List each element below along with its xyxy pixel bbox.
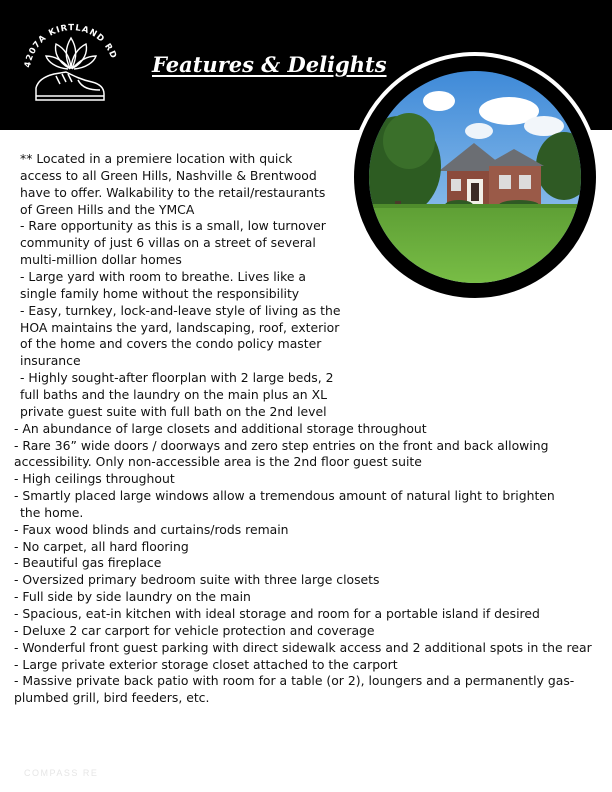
feature-line: community of just 6 villas on a street of several	[20, 235, 316, 251]
feature-line: plumbed grill, bird feeders, etc.	[14, 690, 210, 706]
feature-line: - Rare 36” wide doors / doorways and zero step entries on the front and back allowing	[14, 437, 549, 453]
feature-line: - Oversized primary bedroom suite with three large closets	[14, 572, 380, 588]
feature-line: the home.	[20, 504, 84, 520]
feature-line: accessibility. Only non-accessible area is the 2nd floor guest suite	[14, 454, 422, 470]
page-title: Features & Delights	[152, 52, 387, 77]
feature-line: of the home and covers the condo policy master	[20, 336, 322, 352]
feature-line: of Green Hills and the YMCA	[20, 201, 195, 217]
feature-line: - Faux wood blinds and curtains/rods remain	[14, 521, 289, 537]
feature-line: - No carpet, all hard flooring	[14, 538, 189, 554]
feature-line: - Large private exterior storage closet attached to the carport	[14, 656, 398, 672]
feature-line: - Large yard with room to breathe. Lives like a	[20, 269, 306, 284]
feature-line: - Spacious, eat-in kitchen with ideal storage and room for a portable island if desired	[14, 606, 540, 621]
feature-line: ** Located in a premiere location with quick	[20, 151, 293, 166]
logo-arc-text: 4207A KIRTLAND RD	[22, 23, 119, 69]
feature-line: - Easy, turnkey, lock-and-leave style of living as the	[20, 302, 341, 318]
feature-line: - Massive private back patio with room for a table (or 2), loungers and a permanently gas-	[14, 673, 575, 689]
feature-line: single family home without the responsibility	[20, 285, 300, 301]
feature-line: - Beautiful gas fireplace	[14, 555, 162, 571]
feature-line: - An abundance of large closets and additional storage throughout	[14, 420, 427, 436]
feature-line: private guest suite with full bath on the 2nd level	[20, 403, 327, 419]
feature-line: HOA maintains the yard, landscaping, roof, exterior	[20, 319, 340, 335]
feature-line: full baths and the laundry on the main plus an XL	[20, 386, 327, 402]
feature-line: - Smartly placed large windows allow a tremendous amount of natural light to brighten	[14, 488, 555, 503]
feature-line: - High ceilings throughout	[14, 471, 175, 487]
feature-line: insurance	[20, 353, 81, 369]
feature-line: have to offer. Walkability to the retail/restaurants	[20, 184, 326, 200]
feature-line: - Full side by side laundry on the main	[14, 589, 251, 605]
feature-line: - Highly sought-after floorplan with 2 large beds, 2	[20, 370, 334, 386]
feature-line: multi-million dollar homes	[20, 252, 182, 268]
feature-line: - Wonderful front guest parking with direct sidewalk access and 2 additional spots in the rear	[14, 639, 592, 655]
feature-line: - Deluxe 2 car carport for vehicle protection and coverage	[14, 622, 375, 638]
watermark: COMPASS RE	[24, 768, 99, 778]
feature-line: - Rare opportunity as this is a small, low turnover	[20, 218, 326, 234]
feature-line: access to all Green Hills, Nashville & Brentwood	[20, 167, 317, 183]
